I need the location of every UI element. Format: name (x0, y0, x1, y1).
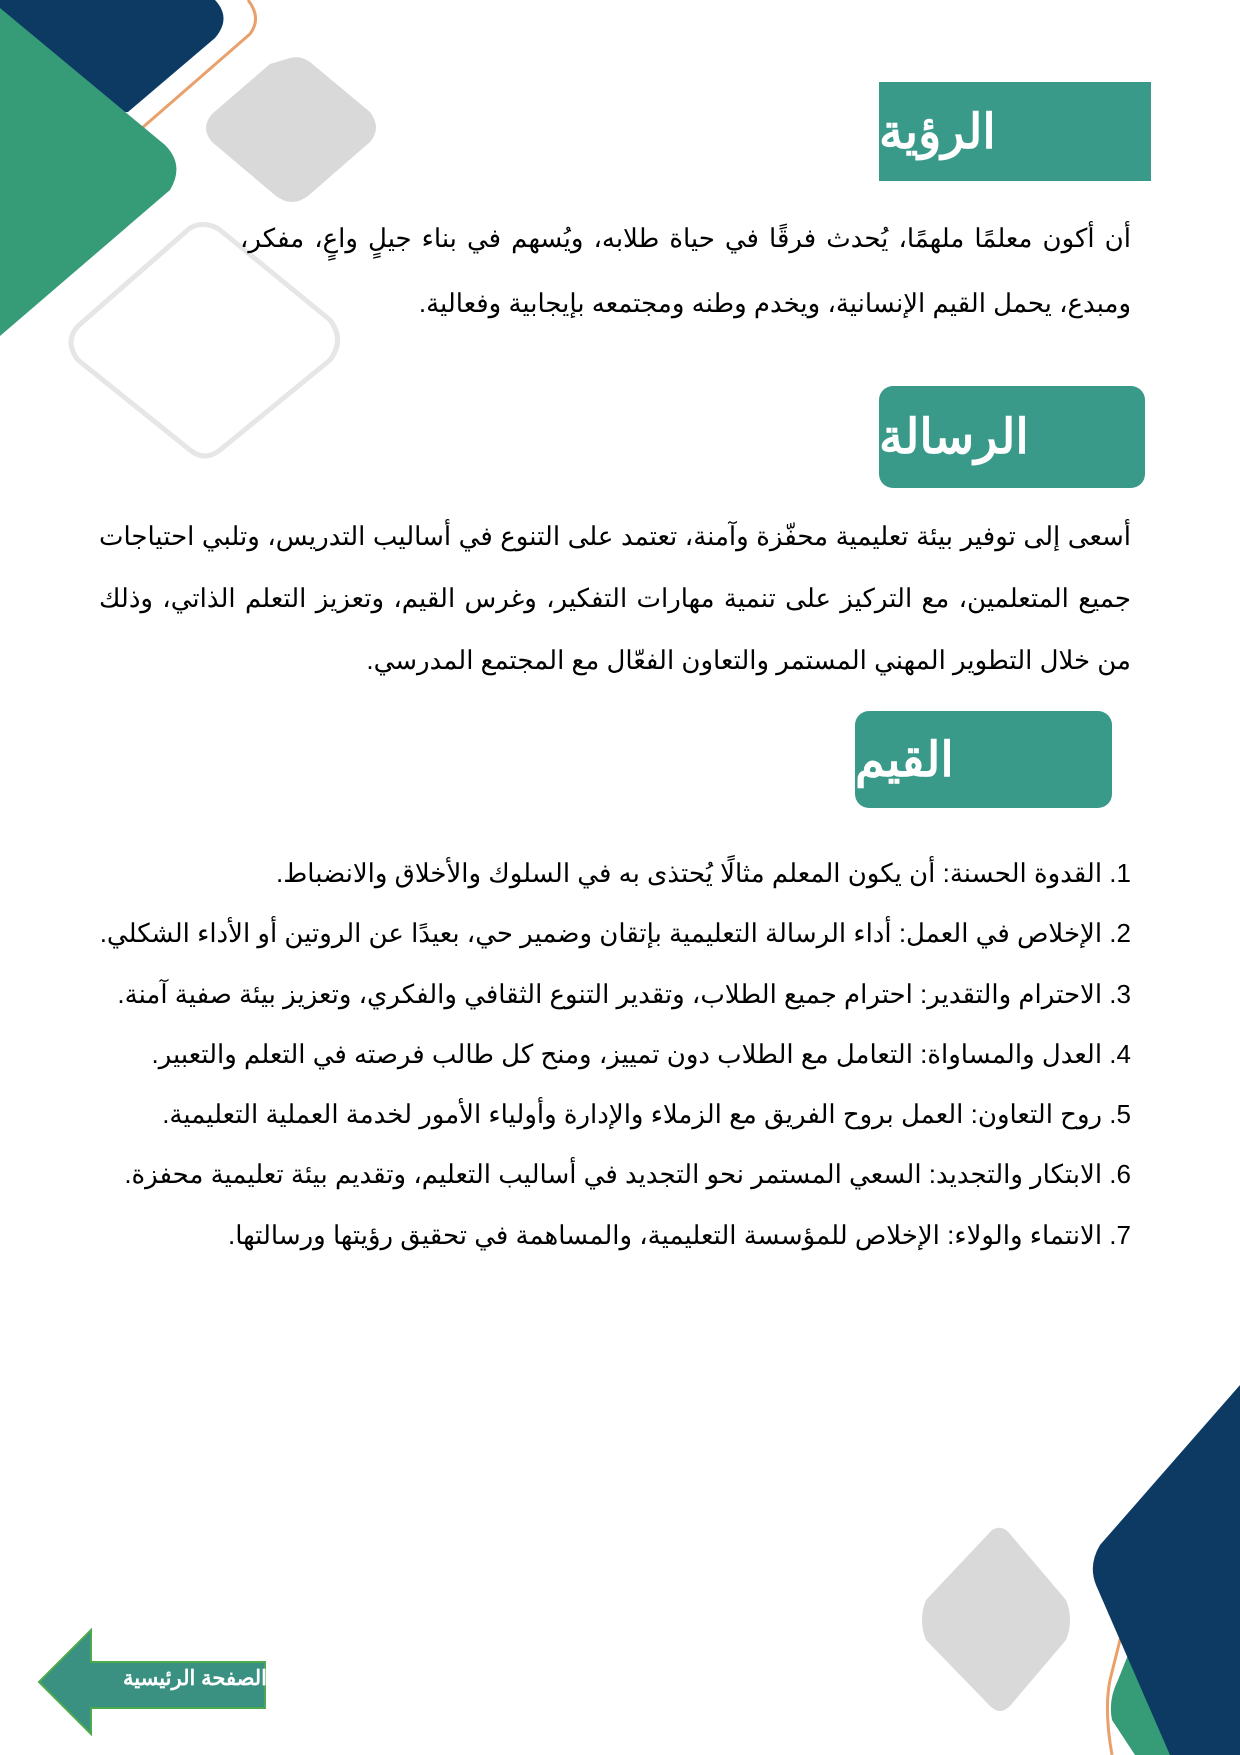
vision-title: الرؤية (879, 105, 996, 159)
mission-title: الرسالة (879, 411, 1029, 464)
list-item: 4. العدل والمساواة: التعامل مع الطلاب دون تمييز، ومنح كل طالب فرصته في التعلم والتعبير. (151, 1038, 1131, 1069)
grey-diamond-bottom (922, 1528, 1070, 1711)
list-item: 7. الانتماء والولاء: الإخلاص للمؤسسة التعليمية، والمساهمة في تحقيق رؤيتها ورسالتها. (228, 1219, 1131, 1250)
home-page-label: الصفحة الرئيسية (122, 1667, 268, 1690)
list-item: 3. الاحترام والتقدير: احترام جميع الطلاب، وتقدير التنوع الثقافي والفكري، وتعزيز بيئة صفية آمنة. (117, 978, 1131, 1009)
list-item: 1. القدوة الحسنة: أن يكون المعلم مثالًا يُحتذى به في السلوك والأخلاق والانضباط. (276, 858, 1131, 888)
vision-heading (879, 82, 1151, 181)
vision-text: أن أكون معلمًا ملهمًا، يُحدث فرقًا في حياة طلابه، ويُسهم في بناء جيلٍ واعٍ، مفكر، ومبدع، يحمل القيم الإنسانية، ويخدم وطنه ومجتمعه بإيجابية وفعالية. (240, 223, 1131, 318)
grey-diamond-top (206, 57, 376, 202)
mission-text: أسعى إلى توفير بيئة تعليمية محفّزة وآمنة، تعتمد على التنوع في أساليب التدريس، وتلبي احتياجات جميع المتعلمين، مع التركيز على تنمية مهارات التفكير، وغرس القيم، وتعزيز التعلم الذاتي، وذلك من خلال التطوير المهني المستمر والتعاون الفعّال مع المجتمع المدرسي. (99, 521, 1131, 675)
list-item: 6. الابتكار والتجديد: السعي المستمر نحو التجديد في أساليب التعليم، وتقديم بيئة تعليمية محفزة. (124, 1159, 1131, 1190)
values-title: القيم (855, 733, 954, 787)
mission-heading (879, 386, 1145, 488)
values-list (99, 843, 1131, 1265)
list-item: 2. الإخلاص في العمل: أداء الرسالة التعليمية بإتقان وضمير حي، بعيدًا عن الروتين أو الأداء الشكلي. (99, 918, 1131, 949)
list-item: 5. روح التعاون: العمل بروح الفريق مع الزملاء والإدارة وأولياء الأمور لخدمة العملية التعليمية. (162, 1099, 1131, 1130)
home-page-button[interactable] (37, 1628, 269, 1736)
values-heading (855, 711, 1112, 808)
